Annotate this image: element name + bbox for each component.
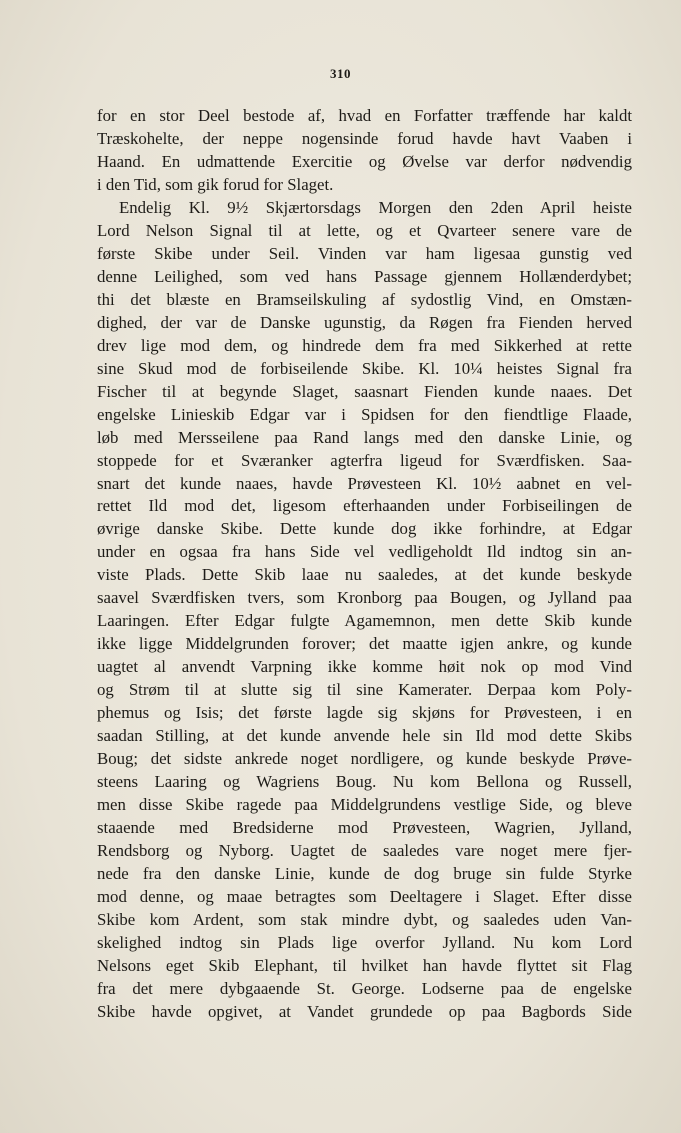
text-line: uagtet al anvendt Varpning ikke komme høit nok op mod Vind: [97, 657, 632, 677]
text-line: rettet Ild mod det, ligesom efterhaanden under Forbiseilingen de: [97, 496, 632, 516]
text-line: steens Laaring og Wagriens Boug. Nu kom Bellona og Russell,: [97, 772, 632, 792]
text-line: sine Skud mod de forbiseilende Skibe. Kl. 10¼ heistes Signal fra: [97, 358, 632, 378]
text-line: for en stor Deel bestode af, hvad en Forfatter træffende har kaldt: [97, 106, 632, 125]
text-line: Skibe kom Ardent, som stak mindre dybt, og saaledes uden Van-: [97, 909, 632, 929]
text-line: første Skibe under Seil. Vinden var ham ligesaa gunstig ved: [97, 243, 632, 263]
text-line: saavel Sværdfisken tvers, som Kronborg paa Bougen, og Jylland paa: [97, 588, 632, 608]
text-line: Nelsons eget Skib Elephant, til hvilket han havde flyttet sit Flag: [97, 955, 632, 975]
text-line: og Strøm til at slutte sig til sine Kamerater. Derpaa kom Poly-: [97, 680, 632, 700]
text-line: denne Leilighed, som ved hans Passage gjennem Hollænderdybet;: [97, 266, 632, 286]
text-line: Skibe havde opgivet, at Vandet grundede op paa Bagbords Side: [97, 1001, 632, 1021]
text-line: skelighed indtog sin Plads lige overfor Jylland. Nu kom Lord: [97, 932, 632, 952]
text-line: øvrige danske Skibe. Dette kunde dog ikke forhindre, at Edgar: [97, 519, 632, 539]
text-line: nede fra den danske Linie, kunde de dog bruge sin fulde Styrke: [97, 863, 632, 883]
text-line: viste Plads. Dette Skib laae nu saaledes, at det kunde beskyde: [97, 565, 632, 585]
text-line: Træskohelte, der neppe nogensinde forud havde havt Vaaben i: [97, 128, 632, 148]
text-line: phemus og Isis; det første lagde sig skjøns for Prøvesteen, i en: [97, 703, 632, 723]
text-line: stoppede for et Sværanker agterfra ligeud for Sværdfisken. Saa-: [97, 450, 632, 470]
text-line: ikke ligge Middelgrunden forover; det maatte igjen ankre, og kunde: [97, 634, 632, 654]
text-line: fra det mere dybgaaende St. George. Lodserne paa de engelske: [97, 978, 632, 998]
text-line: Endelig Kl. 9½ Skjærtorsdags Morgen den 2den April heiste: [119, 197, 632, 217]
text-line: Boug; det sidste ankrede noget nordligere, og kunde beskyde Prøve-: [97, 749, 632, 769]
text-line: thi det blæste en Bramseilskuling af sydostlig Vind, en Omstæn-: [97, 289, 632, 309]
text-line: saadan Stilling, at det kunde anvende hele sin Ild mod dette Skibs: [97, 726, 632, 746]
text-line: dighed, der var de Danske ugunstig, da Røgen fra Fienden herved: [97, 312, 632, 332]
text-line: engelske Linieskib Edgar var i Spidsen for den fiendtlige Flaade,: [97, 404, 632, 424]
text-line: staaende med Bredsiderne mod Prøvesteen, Wagrien, Jylland,: [97, 818, 632, 838]
body-text: [97, 105, 632, 1024]
text-line: Lord Nelson Signal til at lette, og et Qvarteer senere vare de: [97, 220, 632, 240]
text-line: Laaringen. Efter Edgar fulgte Agamemnon, men dette Skib kunde: [97, 611, 632, 631]
text-line: løb med Mersseilene paa Rand langs med den danske Linie, og: [97, 427, 632, 447]
text-line: snart det kunde naaes, havde Prøvesteen Kl. 10½ aabnet en vel-: [97, 473, 632, 493]
text-line: mod denne, og maae betragtes som Deeltagere i Slaget. Efter disse: [97, 886, 632, 906]
text-line: under en ogsaa fra hans Side vel vedligeholdt Ild indtog sin an-: [97, 542, 632, 562]
text-line: Fischer til at begynde Slaget, saasnart Fienden kunde naaes. Det: [97, 381, 632, 401]
text-line: i den Tid, som gik forud for Slaget.: [97, 174, 334, 194]
text-line: men disse Skibe ragede paa Middelgrundens vestlige Side, og bleve: [97, 795, 632, 815]
text-line: Haand. En udmattende Exercitie og Øvelse var derfor nødvendig: [97, 151, 632, 171]
page-number: 310: [330, 66, 351, 81]
text-line: drev lige mod dem, og hindrede dem fra med Sikkerhed at rette: [97, 335, 632, 355]
text-line: Rendsborg og Nyborg. Uagtet de saaledes vare noget mere fjer-: [97, 841, 632, 860]
